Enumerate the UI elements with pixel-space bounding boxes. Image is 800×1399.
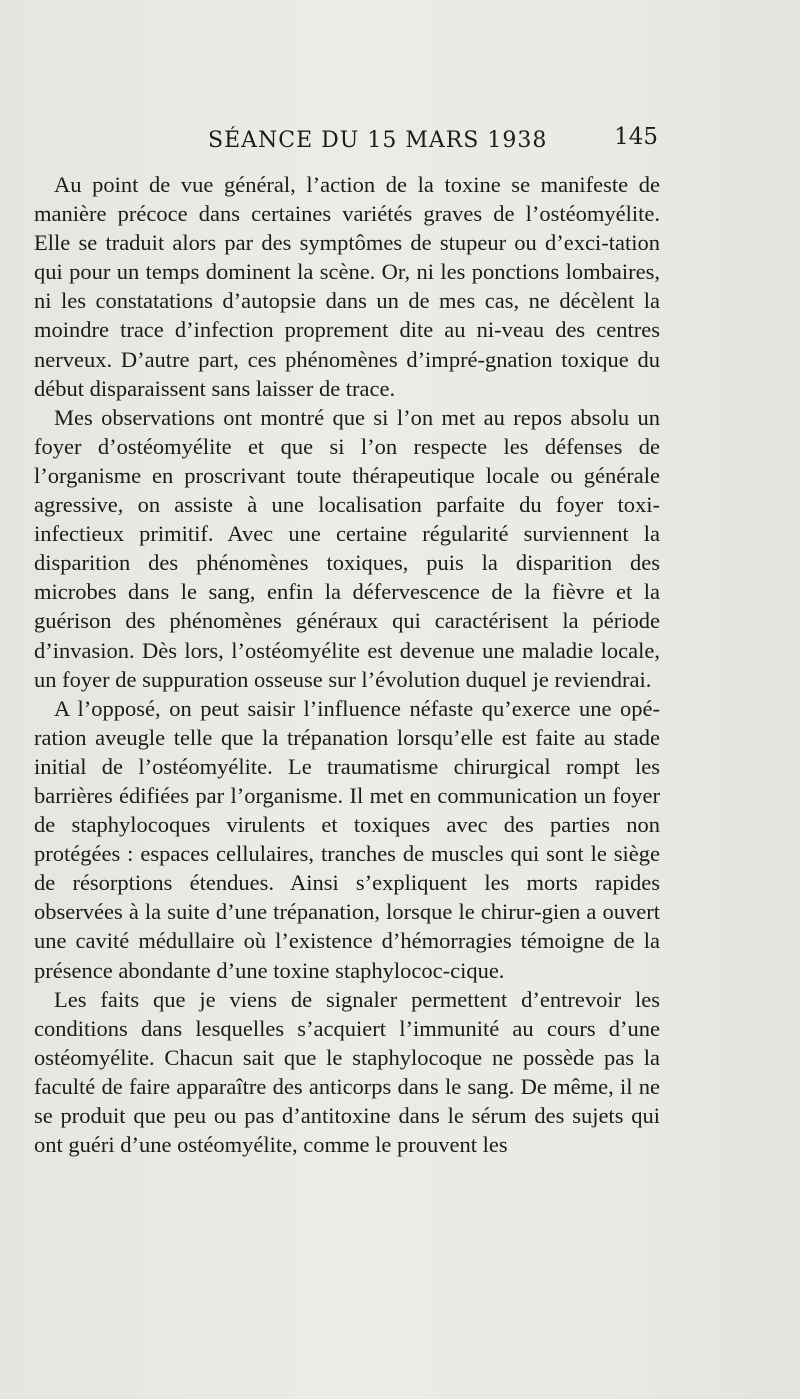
paragraph-1: Au point de vue général, l’action de la toxine se manifeste de manière précoce dans certaines variétés graves de l’ostéomyélite. Elle se traduit alors par des symptômes de stupeur ou d’exci-tation qui pour un temps dominent la scène. Or, ni les ponctions lombaires, ni les constatations d’autopsie dans un de mes cas, ne décèlent la moindre trace d’infection proprement dite au ni-veau des centres nerveux. D’autre part, ces phénomènes d’impré-gnation toxique du début disparaissent sans laisser de trace. xyxy=(34,172,660,401)
body-text xyxy=(34,170,660,1159)
page-number: 145 xyxy=(614,124,658,150)
page-header xyxy=(208,120,658,160)
running-head: SÉANCE DU 15 MARS 1938 xyxy=(208,128,548,153)
paragraph-4: Les faits que je viens de signaler permettent d’entrevoir les conditions dans lesquelles s’acquiert l’immunité au cours d’une ostéomyélite. Chacun sait que le staphylocoque ne possède pas la faculté de faire apparaître des anticorps dans le sang. De même, il ne se produit que peu ou pas d’antitoxine dans le sérum des sujets qui ont guéri d’une ostéomyélite, comme le prouvent les xyxy=(34,986,660,1158)
paragraph-2: Mes observations ont montré que si l’on met au repos absolu un foyer d’ostéomyélite et que si l’on respecte les défenses de l’organisme en proscrivant toute thérapeutique locale ou générale agressive, on assiste à une localisation parfaite du foyer toxi-infectieux primitif. Avec une certaine régularité surviennent la disparition des phénomènes toxiques, puis la disparition des microbes dans le sang, enfin la défervescence de la fièvre et la guérison des phénomènes généraux qui caractérisent la période d’invasion. Dès lors, l’ostéomyélite est devenue une maladie locale, un foyer de suppuration osseuse sur l’évolution duquel je reviendrai. xyxy=(34,404,660,692)
paragraph-3: A l’opposé, on peut saisir l’influence néfaste qu’exerce une opé-ration aveugle telle que la trépanation lorsqu’elle est faite au stade initial de l’ostéomyélite. Le traumatisme chirurgical rompt les barrières édifiées par l’organisme. Il met en communication un foyer de staphylocoques virulents et toxiques avec des parties non protégées : espaces cellulaires, tranches de muscles qui sont le siège de résorptions étendues. Ainsi s’expliquent les morts rapides observées à la suite d’une trépanation, lorsque le chirur-gien a ouvert une cavité médullaire où l’existence d’hémorragies témoigne de la présence abondante d’une toxine staphylococ-cique. xyxy=(34,695,660,983)
